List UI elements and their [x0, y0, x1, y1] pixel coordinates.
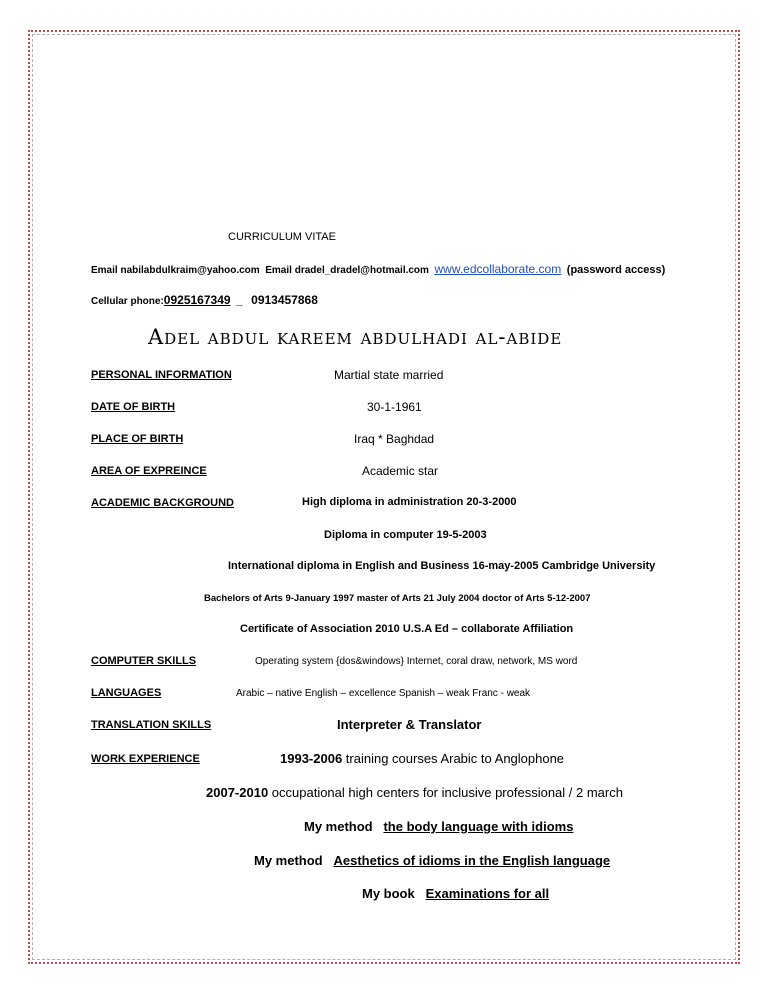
- translation-value: Interpreter & Translator: [337, 717, 482, 732]
- work-item-2: [206, 785, 623, 800]
- computer-value: Operating system {dos&windows} Internet, coral draw, network, MS word: [255, 656, 578, 667]
- work-1-text: training courses Arabic to Anglophone: [342, 751, 565, 766]
- academic-item-5: Certificate of Association 2010 U.S.A Ed – collaborate Affiliation: [240, 623, 574, 635]
- languages-label: LANGUAGES: [91, 687, 162, 699]
- computer-label: COMPUTER SKILLS: [91, 655, 197, 667]
- website-link[interactable]: www.edcollaborate.com: [434, 262, 562, 276]
- academic-label: ACADEMIC BACKGROUND: [91, 497, 234, 509]
- phone-2: 0913457868: [251, 293, 318, 307]
- book-label: My book: [362, 886, 415, 901]
- person-name: Adel abdul kareem abdulhadi al-abide: [148, 325, 563, 349]
- book-line: [362, 886, 549, 901]
- cv-title: CURRICULUM VITAE: [228, 231, 336, 243]
- book-value: Examinations for all: [425, 886, 550, 901]
- email-2: Email dradel_dradel@hotmail.com: [265, 265, 429, 276]
- languages-value: Arabic – native English – excellence Spanish – weak Franc - weak: [236, 688, 531, 699]
- pob-value: Iraq * Baghdad: [354, 432, 435, 446]
- area-label: AREA OF EXPREINCE: [91, 465, 207, 477]
- work-item-1: [280, 751, 564, 766]
- personal-label: PERSONAL INFORMATION: [91, 369, 232, 381]
- personal-value: Martial state married: [334, 368, 444, 382]
- phone-separator: _: [236, 293, 243, 307]
- academic-item-2: Diploma in computer 19-5-2003: [324, 529, 487, 541]
- area-value: Academic star: [362, 464, 439, 478]
- dob-label: DATE OF BIRTH: [91, 401, 176, 413]
- phone-line: [91, 293, 318, 307]
- method-2-label: My method: [254, 853, 323, 868]
- work-2-years: 2007-2010: [206, 785, 269, 800]
- academic-item-3: International diploma in English and Business 16-may-2005 Cambridge University: [228, 560, 656, 572]
- dob-value: 30-1-1961: [367, 400, 422, 414]
- email-line: [91, 262, 665, 276]
- pob-label: PLACE OF BIRTH: [91, 433, 184, 445]
- method-1-value: the body language with idioms: [383, 819, 574, 834]
- phone-1: 0925167349: [163, 293, 231, 307]
- academic-item-4: Bachelors of Arts 9-January 1997 master of Arts 21 July 2004 doctor of Arts 5-12-2007: [204, 593, 591, 604]
- email-1: Email nabilabdulkraim@yahoo.com: [91, 265, 260, 276]
- translation-label: TRANSLATION SKILLS: [91, 719, 212, 731]
- method-1-label: My method: [304, 819, 373, 834]
- work-2-text: occupational high centers for inclusive professional / 2 march: [268, 785, 623, 800]
- work-label: WORK EXPERIENCE: [91, 753, 200, 765]
- work-1-years: 1993-2006: [280, 751, 343, 766]
- website-note: (password access): [566, 264, 666, 276]
- method-line-2: [254, 853, 610, 868]
- phone-label: Cellular phone:: [91, 296, 164, 307]
- academic-item-1: High diploma in administration 20-3-2000: [302, 496, 517, 508]
- method-2-value: Aesthetics of idioms in the English language: [333, 853, 611, 868]
- method-line-1: [304, 819, 573, 834]
